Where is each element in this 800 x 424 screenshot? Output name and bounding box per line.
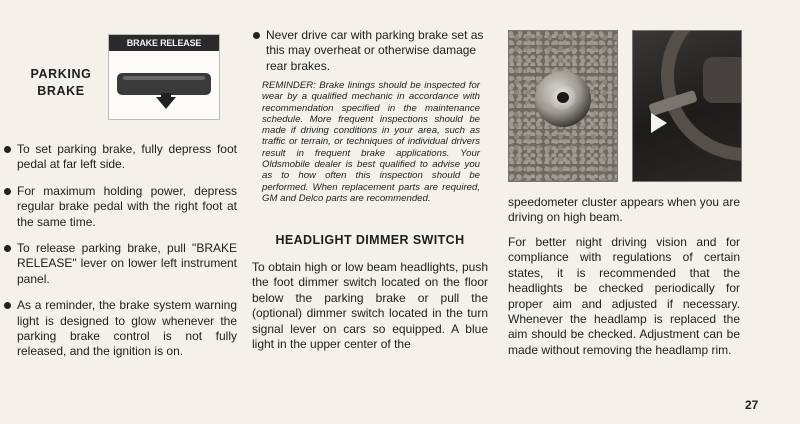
brake-release-label: BRAKE RELEASE [109, 35, 219, 51]
brake-release-illustration [108, 34, 220, 120]
steering-column-photo [632, 30, 742, 182]
pointer-arrow-icon [651, 113, 667, 133]
steering-hub [703, 57, 742, 103]
headlight-aim-paragraph: For better night driving vision and for compliance with regulations of certain states, it is recommended that the headlights be checked periodically for proper aim and adjusted if necessary. Whenever the headlamp is replaced the aim should be checked. Adjustment can be made without removing the headlamp rim. [508, 235, 740, 357]
parking-heading-line2: BRAKE [37, 84, 85, 98]
list-item: Never drive car with parking brake set as this may overheat or otherwise damage rear brakes. [252, 28, 488, 74]
handle-highlight [123, 76, 205, 80]
pull-arrow-icon [156, 97, 176, 109]
list-item: For maximum holding power, depress regular brake pedal with the right foot at the same time. [3, 184, 237, 230]
page-number: 27 [745, 398, 759, 412]
list-item: As a reminder, the brake system warning light is designed to glow whenever the parking brake control is not fully released, and the ignition is on. [3, 298, 237, 360]
headlight-dimmer-heading: HEADLIGHT DIMMER SWITCH [275, 233, 465, 247]
parking-heading-line1: PARKING [30, 67, 92, 81]
parking-brake-heading [26, 66, 96, 100]
reminder-label: REMINDER: [262, 80, 316, 91]
rear-brake-warning [252, 28, 488, 85]
dimmer-paragraph: To obtain high or low beam headlights, push the foot dimmer switch located on the floor below the parking brake or pull the (optional) dimmer switch located in the turn signal lever on cars so equipped. A blue light in the upper center of the [252, 260, 488, 352]
list-item: To set parking brake, fully depress foot pedal at far left side. [3, 142, 237, 173]
reminder-note [262, 80, 480, 204]
list-item: To release parking brake, pull "BRAKE RELEASE" lever on lower left instrument panel. [3, 241, 237, 287]
high-beam-continuation: speedometer cluster appears when you are driving on high beam. [508, 195, 740, 225]
brake-release-knob-photo [508, 30, 618, 182]
knob-center [557, 92, 569, 103]
parking-brake-instructions [3, 142, 237, 371]
reminder-text: Brake linings should be inspected for wear by a qualified mechanic in accordance with recommendation specified in the maintenance schedule. More frequent inspections should be made if driving conditions in your area, such as traffic or terrain, or techniques of individual drivers result in frequent brake applications. Your Oldsmobile dealer is best qualified to advise you as to how often this inspection should be performed. When replacement parts are required, GM and Delco parts are recommended. [262, 80, 480, 204]
